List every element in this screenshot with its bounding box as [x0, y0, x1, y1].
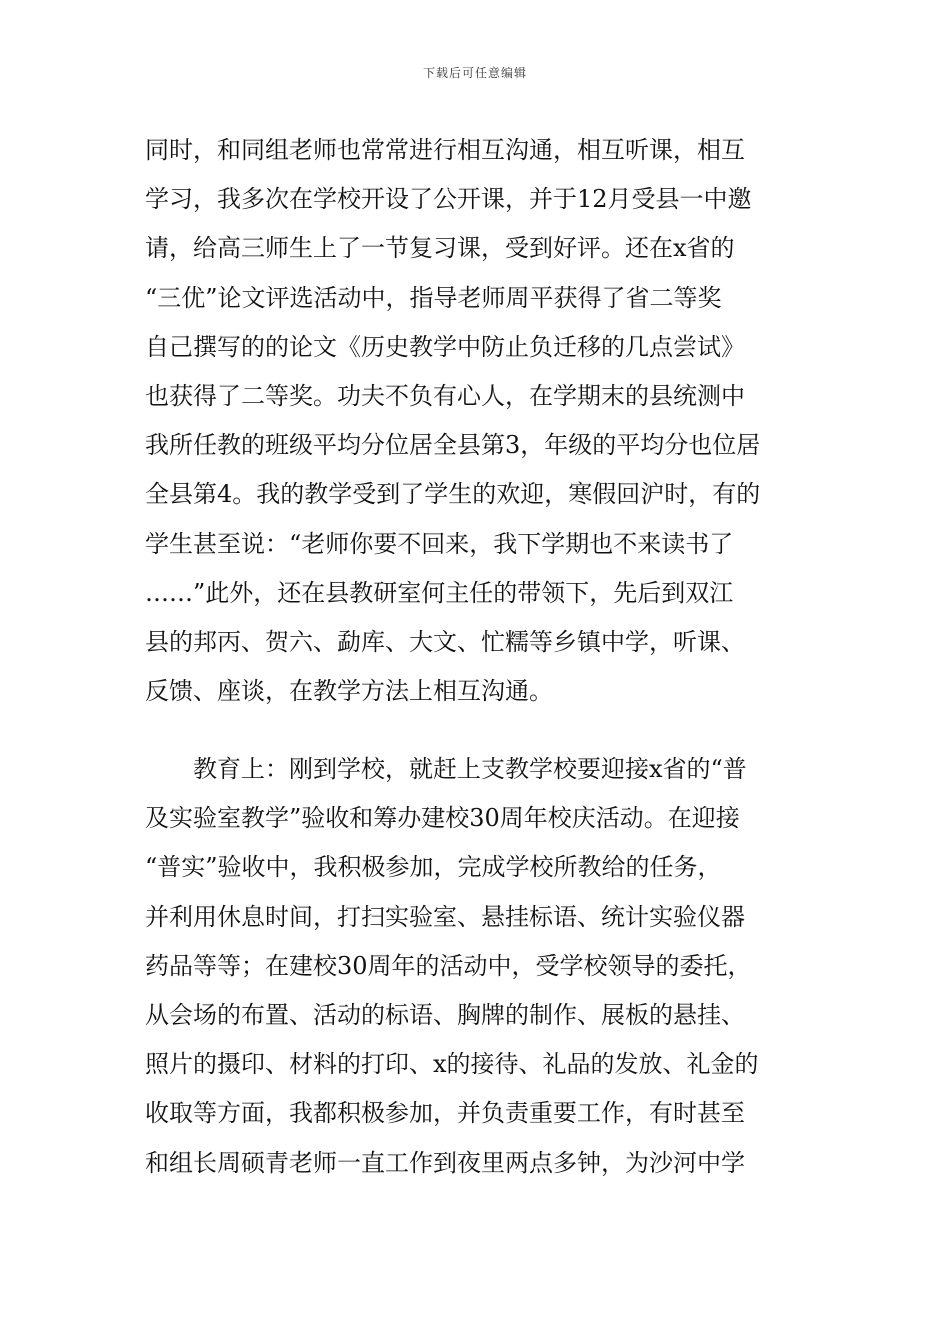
text-line: 收取等方面，我都积极参加，并负责重要工作，有时甚至 [145, 1099, 745, 1128]
text-line: 我所任教的班级平均分位居全县第3，年级的平均分也位居 [145, 431, 761, 460]
text-line: 及实验室教学”验收和筹办建校30周年校庆活动。在迎接 [145, 804, 740, 833]
page-header: 下载后可任意编辑 [422, 66, 527, 80]
paragraph-1 [145, 126, 810, 716]
text-line: 学习，我多次在学校开设了公开课，并于12月受县一中邀 [145, 185, 752, 214]
text-line: 反馈、座谈，在教学方法上相互沟通。 [145, 677, 553, 706]
text-line: 学生甚至说：“老师你要不回来，我下学期也不来读书了 [145, 529, 734, 558]
text-line: 同时，和同组老师也常常进行相互沟通，相互听课，相互 [145, 136, 745, 164]
text-line: “三优”论文评选活动中，指导老师周平获得了省二等奖 [145, 283, 722, 312]
text-line: 从会场的布置、活动的标语、胸牌的制作、展板的悬挂、 [145, 1000, 745, 1029]
text-line: 照片的摄印、材料的打印、x的接待、礼品的发放、礼金的 [145, 1050, 759, 1079]
text-line: 全县第4。我的教学受到了学生的欢迎，寒假回沪时，有的 [145, 480, 761, 509]
text-line: 并利用休息时间，打扫实验室、悬挂标语、统计实验仪器 [145, 902, 745, 931]
text-line: 教育上：刚到学校，就赶上支教学校要迎接x省的“普 [145, 755, 747, 783]
text-line: ……”此外，还在县教研室何主任的带领下，先后到双江 [145, 578, 734, 607]
text-line: 也获得了二等奖。功夫不负有心人，在学期末的县统测中 [145, 381, 745, 410]
text-line: 请，给高三师生上了一节复习课，受到好评。还在x省的 [145, 234, 735, 263]
text-line: 自己撰写的的论文《历史教学中防止负迁移的几点尝试》 [145, 332, 745, 361]
text-line: 和组长周硕青老师一直工作到夜里两点多钟，为沙河中学 [145, 1148, 745, 1177]
text-line: “普实”验收中，我积极参加，完成学校所教给的任务， [145, 853, 722, 882]
text-line: 药品等等；在建校30周年的活动中，受学校领导的委托， [145, 951, 752, 980]
text-line: 县的邦丙、贺六、勐库、大文、忙糯等乡镇中学，听课、 [145, 627, 745, 656]
paragraph-2 [145, 745, 810, 1188]
